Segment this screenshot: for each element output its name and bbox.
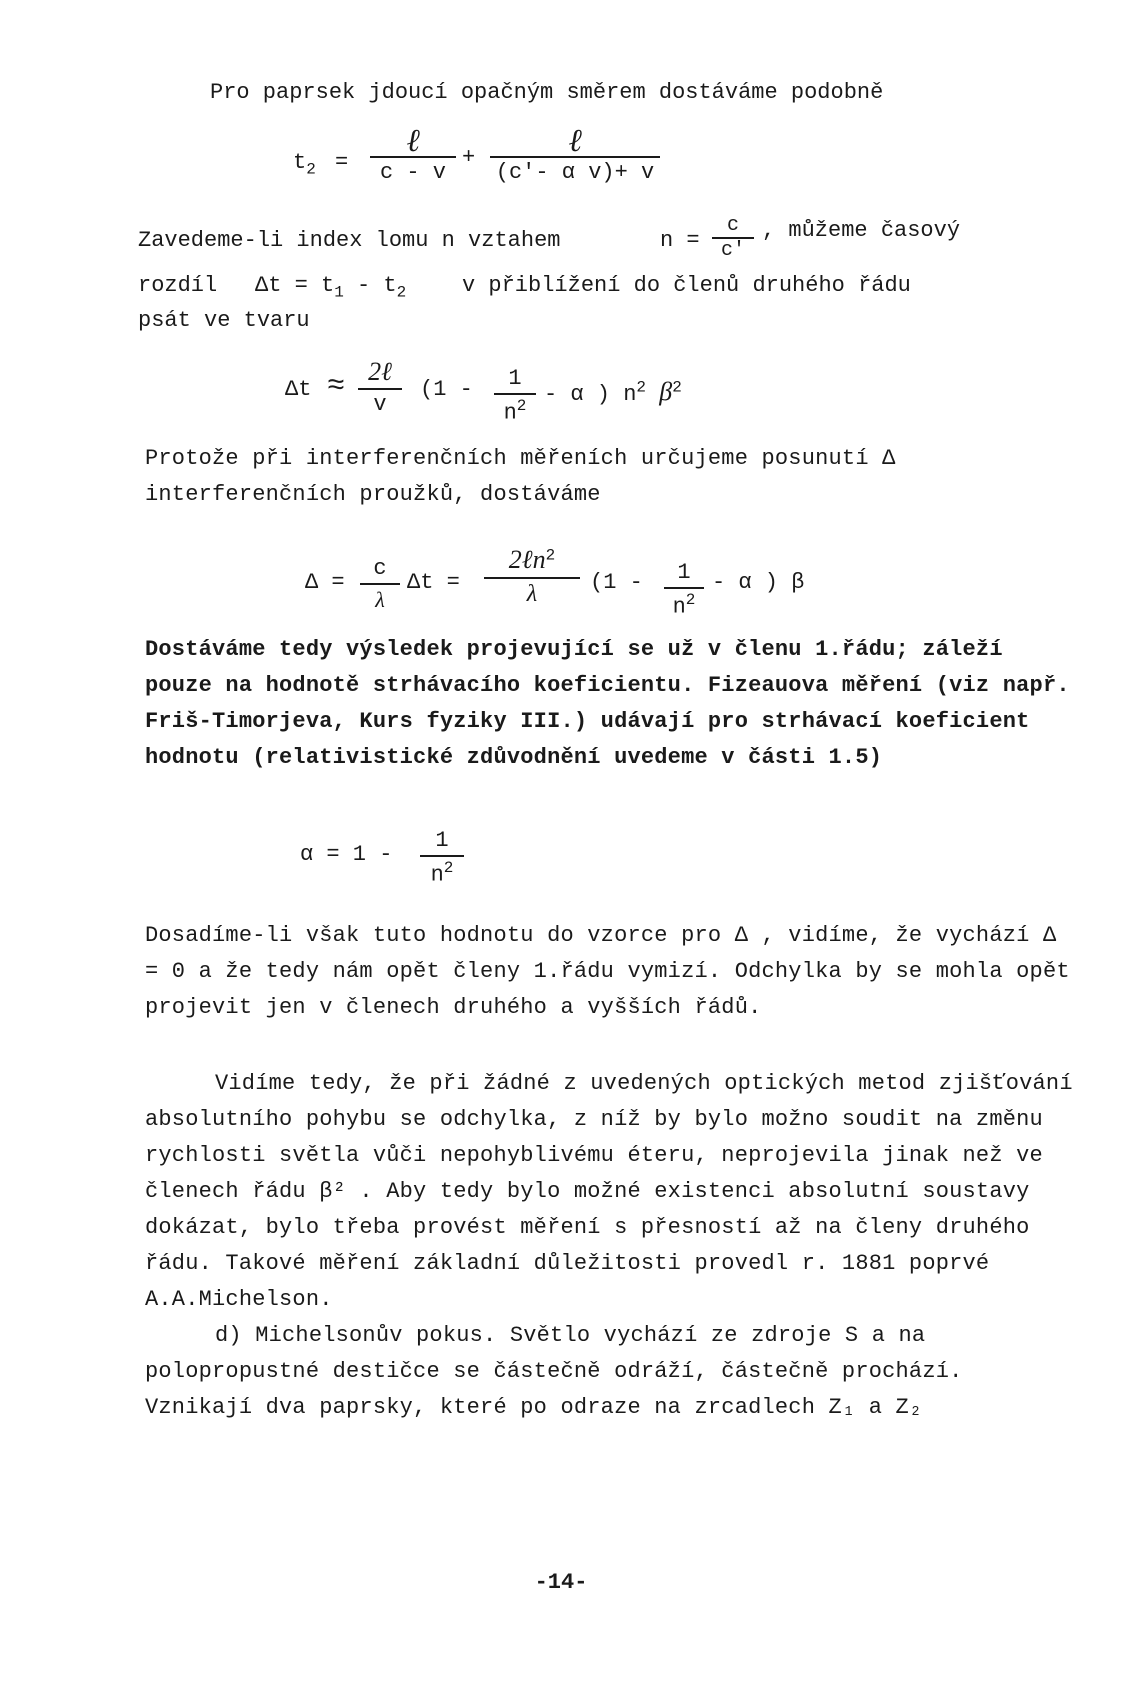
eq3-open: (1 - xyxy=(590,570,643,595)
paragraph-vidime: Vidíme tedy, že při žádné z uvedených optických metod zjišťování absolutního pohybu se odchylka, z níž by bylo možno soudit na změnu rychlosti světla vůči nepohyblivému éteru, neprojevila jinak než ve členech řádu β² . Aby tedy bylo možné existenci absolutní soustavy dokázat, bylo třeba provést měření s přesností až na členy druhého řádu. Takové měření základní důležitosti provedl r. 1881 poprvé A.A.Michelson. xyxy=(145,1071,1073,1312)
intro-line: Pro paprsek jdoucí opačným směrem dostáváme podobně xyxy=(210,80,884,105)
eq4-frac-den: n xyxy=(430,862,444,888)
page-number: -14- xyxy=(534,1570,588,1595)
eq3-frac2-num: 2ℓn xyxy=(508,545,546,574)
line-zavedeme: Zavedeme-li index lomu n vztahem xyxy=(138,228,561,253)
eq1-lhs-sub: 2 xyxy=(306,160,316,179)
eq4-fraction: 1 $n^2$ xyxy=(420,828,464,887)
eq2-frac2-num: 1 xyxy=(508,366,522,391)
eq4-lhs: α = 1 - xyxy=(300,842,393,867)
eq3-rest: - α ) β xyxy=(712,570,805,595)
eq3-frac3-num: 1 xyxy=(677,560,691,585)
eq3-fraction-2: 2ℓn$^2$ λ xyxy=(484,546,580,608)
line2-frac-den: c′ xyxy=(720,239,745,262)
eq1-lhs: t xyxy=(293,150,307,175)
eq1-frac2-den: (c′- α v)+ v xyxy=(495,160,655,185)
line-psat: psát ve tvaru xyxy=(138,308,310,333)
eq1-frac1-num: ℓ xyxy=(406,122,420,158)
eq3-lhs: Δ = xyxy=(305,570,345,595)
eq1-fraction-1 xyxy=(370,122,456,185)
paragraph-dostavame: Dostáváme tedy výsledek projevující se už v členu 1.řádu; záleží pouze na hodnotě strhávacího koeficientu. Fizeauova měření (viz např. Friš-Timorjeva, Kurs fyziky III.) udávají pro strhávací koeficient hodnotu (relativistické zdůvodnění uvedeme v části 1.5) xyxy=(145,637,1070,770)
eq2-lhs: Δt xyxy=(285,377,312,402)
eq2-frac1-num: 2ℓ xyxy=(368,357,392,386)
eq3-frac1-den: λ xyxy=(375,587,385,612)
eq2-frac2-den: n xyxy=(503,400,517,426)
delta-t-expression: $\Delta t = t_1 - t_2$ xyxy=(255,273,407,302)
eq2-fraction-1 xyxy=(358,358,402,417)
paragraph-protoze: Protože při interferenčních měřeních určujeme posunutí Δ interferenčních proužků, dostáváme xyxy=(145,446,896,507)
eq3-frac2-den: λ xyxy=(526,581,538,607)
eq3-frac1-num: c xyxy=(373,556,387,581)
line-rozdil: rozdíl xyxy=(138,273,218,298)
eq2-fraction-2: 1 $n^2$ xyxy=(494,366,536,425)
eq3-fraction-1 xyxy=(360,556,400,613)
eq1-equals: = xyxy=(335,150,349,175)
line-zavedeme-end: , můžeme časový xyxy=(762,218,961,243)
eq3-mid: Δt = xyxy=(407,570,460,595)
line-rozdil-end: v přiblížení do členů druhého řádu xyxy=(462,273,911,298)
eq1-plus: + xyxy=(462,145,476,170)
line2-fraction xyxy=(712,214,754,262)
eq2-frac1-den: v xyxy=(373,392,387,417)
paragraph-dosadime: Dosadíme-li však tuto hodnotu do vzorce pro Δ , vidíme, že vychází Δ = 0 a že tedy nám opět členy 1.řádu vymizí. Odchylka by se mohla opět projevit jen v členech druhého a vyšších řádů. xyxy=(145,923,1070,1020)
eq2-rest: - α ) $n^2$ $\beta^2$ xyxy=(544,377,682,407)
eq3-fraction-3: 1 $n^2$ xyxy=(664,560,704,619)
line2-frac-num: c xyxy=(726,214,739,237)
eq3-frac3-den: n xyxy=(672,594,686,620)
eq1-fraction-2 xyxy=(490,122,660,185)
line-zavedeme-neq: n = xyxy=(660,228,700,253)
eq1-frac1-den: c - v xyxy=(379,160,446,185)
eq2-approx: ≈ xyxy=(327,370,346,404)
eq2-open: (1 - xyxy=(420,377,473,402)
eq4-frac-num: 1 xyxy=(435,828,449,853)
eq1-frac2-num: ℓ xyxy=(568,122,582,158)
paragraph-michelson: d) Michelsonův pokus. Světlo vychází ze zdroje S a na polopropustné destičce se částečně odráží, částečně prochází. Vznikají dva paprsky, které po odraze na zrcadlech Z₁ a Z₂ xyxy=(145,1323,963,1420)
